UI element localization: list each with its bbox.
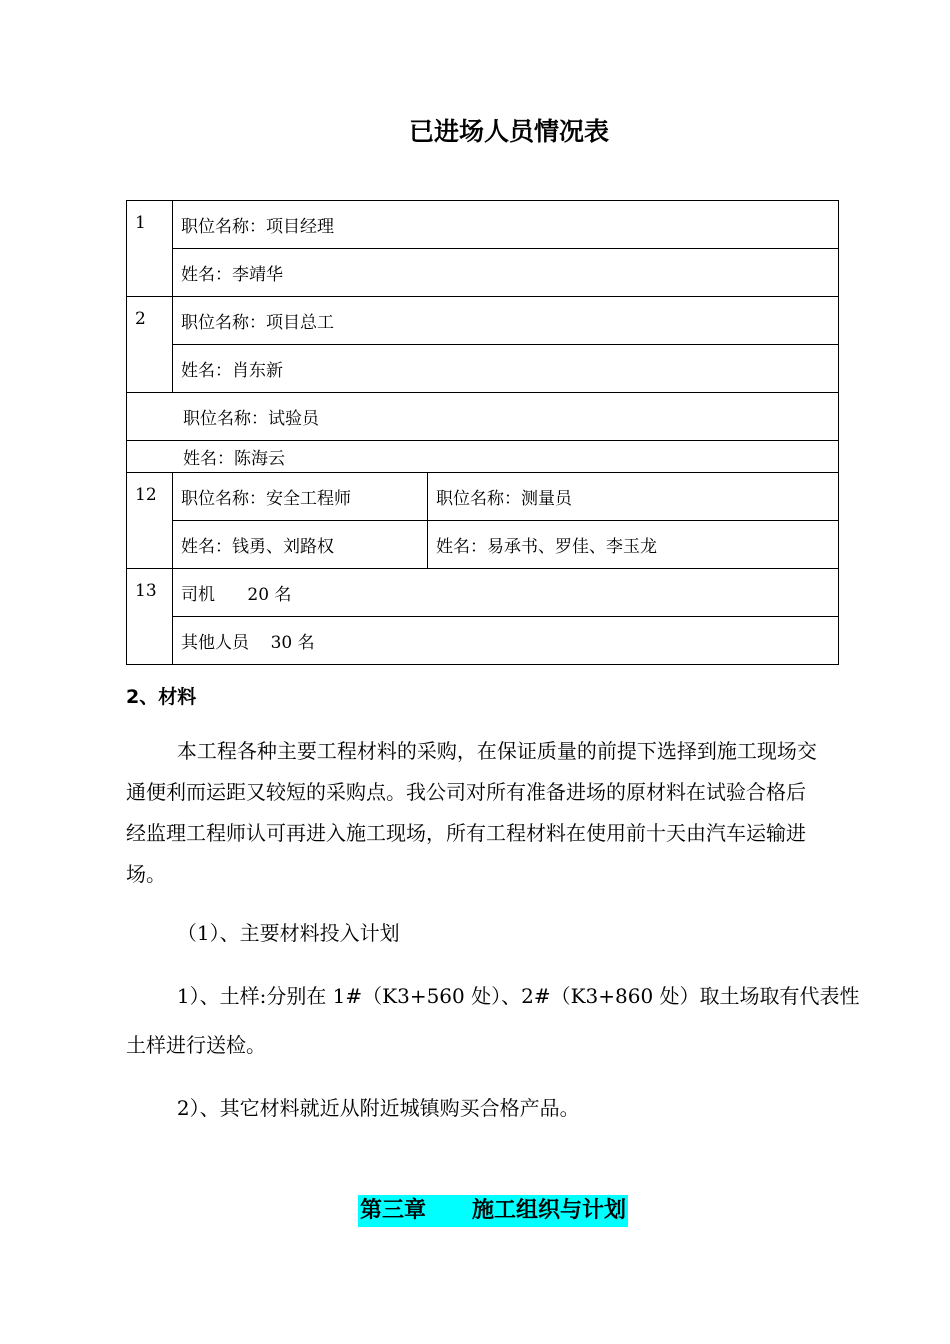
- table-row: [127, 441, 839, 473]
- paragraph-line: 经监理工程师认可再进入施工现场，所有工程材料在使用前十天由汽车运输进: [126, 821, 806, 845]
- name-cell: 姓名：易承书、罗佳、李玉龙: [428, 521, 839, 569]
- section-heading: 2、材料: [126, 686, 197, 708]
- table-row: [127, 249, 839, 297]
- position-cell: 职位名称：安全工程师: [173, 473, 428, 521]
- row-number: 12: [127, 473, 173, 569]
- subheading: （1）、主要材料投入计划: [126, 921, 400, 945]
- others-cell: 其他人员 30 名: [173, 617, 839, 665]
- position-cell: 职位名称：项目经理: [173, 201, 839, 249]
- row-number: 2: [127, 297, 173, 393]
- chapter-heading: 第三章 施工组织与计划: [358, 1195, 628, 1227]
- table-row: [127, 521, 839, 569]
- position-cell: 职位名称：试验员: [127, 393, 839, 441]
- name-cell: 姓名：钱勇、刘路权: [173, 521, 428, 569]
- name-cell: 姓名：肖东新: [173, 345, 839, 393]
- position-cell: 职位名称：项目总工: [173, 297, 839, 345]
- table-row: [127, 345, 839, 393]
- row-number: 13: [127, 569, 173, 665]
- name-cell: 姓名：陈海云: [127, 441, 839, 473]
- table-row: [127, 393, 839, 441]
- table-row: [127, 201, 839, 249]
- name-cell: 姓名：李靖华: [173, 249, 839, 297]
- staff-table: [126, 200, 839, 665]
- paragraph-line: 场。: [126, 862, 166, 886]
- table-row: [127, 569, 839, 617]
- page-title: 已进场人员情况表: [408, 117, 609, 146]
- list-item: 1）、土样:分别在 1#（K3+560 处）、2#（K3+860 处）取土场取有代表性: [126, 984, 860, 1008]
- paragraph-line: 本工程各种主要工程材料的采购，在保证质量的前提下选择到施工现场交: [126, 739, 817, 763]
- table-row: [127, 617, 839, 665]
- table-row: [127, 297, 839, 345]
- drivers-cell: 司机 20 名: [173, 569, 839, 617]
- list-item: 土样进行送检。: [126, 1033, 266, 1057]
- list-item: 2）、其它材料就近从附近城镇购买合格产品。: [126, 1096, 580, 1120]
- position-cell: 职位名称：测量员: [428, 473, 839, 521]
- row-number: 1: [127, 201, 173, 297]
- paragraph-line: 通便利而运距又较短的采购点。我公司对所有准备进场的原材料在试验合格后: [126, 780, 806, 804]
- table-row: [127, 473, 839, 521]
